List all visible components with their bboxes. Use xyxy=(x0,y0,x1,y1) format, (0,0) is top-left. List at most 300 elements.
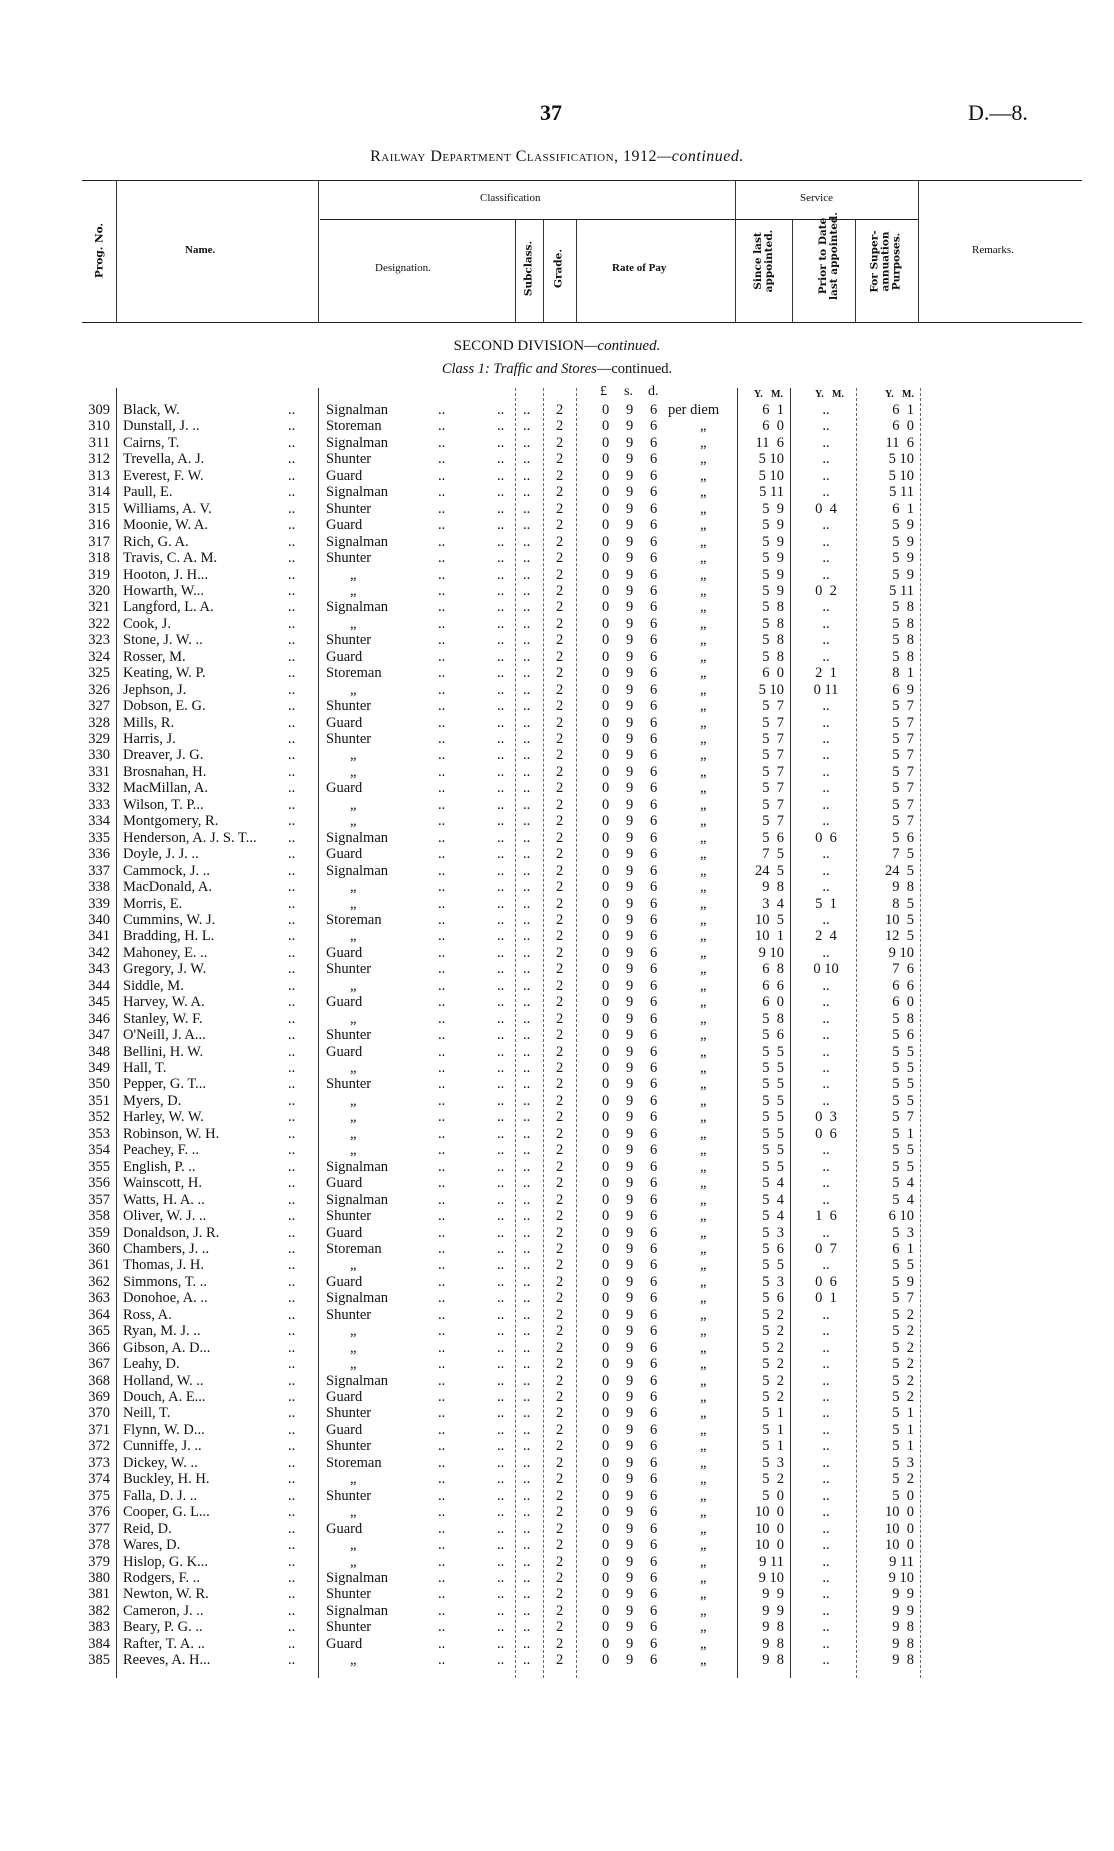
table-row xyxy=(0,961,1114,977)
rate-unit: „ xyxy=(700,714,707,731)
rate-pence: 6 xyxy=(650,1224,658,1241)
rate-unit: „ xyxy=(700,467,707,484)
leader-dots: .. xyxy=(288,418,296,435)
prog-no: 369 xyxy=(88,1389,110,1405)
leader-dots: .. xyxy=(288,895,296,912)
leader-dots: .. xyxy=(497,1027,505,1044)
designation: Shunter xyxy=(326,731,372,747)
grade: 2 xyxy=(556,467,564,484)
leader-dots: .. xyxy=(438,829,446,846)
rate-pence: 6 xyxy=(650,1569,658,1586)
leader-dots: .. xyxy=(497,1125,505,1142)
service-prior: 2 4 xyxy=(815,928,837,945)
table-row xyxy=(0,1471,1114,1487)
rate-pounds: 0 xyxy=(602,1076,610,1093)
leader-dots: .. xyxy=(288,1158,296,1175)
grade: 2 xyxy=(556,648,564,665)
rate-unit: „ xyxy=(700,550,707,567)
leader-dots: .. xyxy=(288,1487,296,1504)
rate-shillings: 9 xyxy=(626,1553,634,1570)
leader-dots: .. xyxy=(438,1060,446,1076)
rate-pence: 6 xyxy=(650,747,658,764)
table-row xyxy=(0,484,1114,500)
grade: 2 xyxy=(556,731,564,747)
leader-dots: .. xyxy=(438,1109,446,1126)
service-prior: 2 1 xyxy=(815,665,837,682)
leader-dots: .. xyxy=(438,714,446,731)
unit-years: Y. xyxy=(885,389,894,400)
leader-dots: .. xyxy=(288,1323,296,1340)
rate-pence: 6 xyxy=(650,1191,658,1208)
prog-no: 359 xyxy=(88,1224,110,1241)
prog-no: 324 xyxy=(88,648,110,665)
rate-pounds: 0 xyxy=(602,944,610,961)
prog-no: 356 xyxy=(88,1175,110,1192)
table-row xyxy=(0,715,1114,731)
subclass-leader: .. xyxy=(523,1405,531,1422)
designation: Guard xyxy=(326,1043,363,1060)
subclass-leader: .. xyxy=(523,1438,531,1455)
header-service: Service xyxy=(800,192,833,204)
service-since-last: 5 8 xyxy=(762,648,784,665)
leader-dots: .. xyxy=(438,763,446,780)
rate-unit: „ xyxy=(700,1010,707,1027)
service-superannuation: 5 6 xyxy=(892,829,914,846)
leader-dots: .. xyxy=(497,1076,505,1093)
employee-name: Watts, H. A. .. xyxy=(123,1191,205,1208)
service-since-last: 5 7 xyxy=(762,813,784,830)
service-since-last: 5 7 xyxy=(762,763,784,780)
prog-no: 352 xyxy=(88,1109,110,1126)
rate-pence: 6 xyxy=(650,1504,658,1521)
service-prior: .. xyxy=(822,566,830,583)
subclass-leader: .. xyxy=(523,517,531,534)
rate-shillings: 9 xyxy=(626,1652,634,1669)
leader-dots: .. xyxy=(438,1471,446,1488)
leader-dots: .. xyxy=(438,566,446,583)
service-superannuation: 5 2 xyxy=(892,1306,914,1323)
service-since-last: 5 5 xyxy=(762,1076,784,1093)
service-since-last: 9 11 xyxy=(759,1553,784,1570)
leader-dots: .. xyxy=(497,615,505,632)
section-suffix: —continued. xyxy=(584,338,661,354)
header-subclass: Subclass. xyxy=(522,240,535,297)
prog-no: 361 xyxy=(88,1257,110,1274)
rate-pence: 6 xyxy=(650,599,658,616)
employee-name: Moonie, W. A. xyxy=(123,517,208,534)
rate-pounds: 0 xyxy=(602,1520,610,1537)
rate-pounds: 0 xyxy=(602,961,610,978)
service-prior: .. xyxy=(822,1356,830,1373)
leader-dots: .. xyxy=(438,731,446,747)
rate-pounds: 0 xyxy=(602,994,610,1011)
designation: Shunter xyxy=(326,1438,372,1455)
subclass-leader: .. xyxy=(523,977,531,994)
service-since-last: 5 2 xyxy=(762,1356,784,1373)
employee-name: Cammock, J. .. xyxy=(123,862,210,879)
designation: „ xyxy=(350,1092,357,1109)
service-superannuation: 5 5 xyxy=(892,1060,914,1076)
table-row xyxy=(0,1488,1114,1504)
rate-shillings: 9 xyxy=(626,829,634,846)
employee-name: Doyle, J. J. .. xyxy=(123,846,199,863)
rate-shillings: 9 xyxy=(626,1323,634,1340)
rate-unit: „ xyxy=(700,961,707,978)
leader-dots: .. xyxy=(438,1619,446,1636)
rate-shillings: 9 xyxy=(626,1224,634,1241)
service-since-last: 5 0 xyxy=(762,1487,784,1504)
rate-shillings: 9 xyxy=(626,1043,634,1060)
designation: „ xyxy=(350,1652,357,1669)
divider xyxy=(543,219,544,322)
rate-unit: „ xyxy=(700,1652,707,1669)
designation: Guard xyxy=(326,994,363,1011)
rate-pence: 6 xyxy=(650,451,658,468)
leader-dots: .. xyxy=(438,1208,446,1225)
leader-dots: .. xyxy=(497,1339,505,1356)
rate-pence: 6 xyxy=(650,1652,658,1669)
service-superannuation: 9 8 xyxy=(892,1652,914,1669)
leader-dots: .. xyxy=(438,1076,446,1093)
service-since-last: 10 0 xyxy=(755,1520,784,1537)
leader-dots: .. xyxy=(288,1471,296,1488)
subclass-leader: .. xyxy=(523,1027,531,1044)
service-prior: .. xyxy=(822,944,830,961)
rate-unit: „ xyxy=(700,615,707,632)
table-row xyxy=(0,780,1114,796)
leader-dots: .. xyxy=(288,550,296,567)
leader-dots: .. xyxy=(288,977,296,994)
leader-dots: .. xyxy=(497,1175,505,1192)
service-since-last: 3 4 xyxy=(762,895,784,912)
table-row xyxy=(0,1257,1114,1273)
subclass-leader: .. xyxy=(523,1191,531,1208)
rate-unit: „ xyxy=(700,681,707,698)
rate-pounds: 0 xyxy=(602,1257,610,1274)
employee-name: Reid, D. xyxy=(123,1520,172,1537)
table-row xyxy=(0,797,1114,813)
employee-name: English, P. .. xyxy=(123,1158,196,1175)
employee-name: Robinson, W. H. xyxy=(123,1125,220,1142)
table-row xyxy=(0,978,1114,994)
rate-pence: 6 xyxy=(650,1405,658,1422)
divider xyxy=(515,219,516,322)
subclass-leader: .. xyxy=(523,1619,531,1636)
rate-unit: „ xyxy=(700,1175,707,1192)
leader-dots: .. xyxy=(497,1471,505,1488)
grade: 2 xyxy=(556,1652,564,1669)
leader-dots: .. xyxy=(438,961,446,978)
rate-pence: 6 xyxy=(650,434,658,451)
grade: 2 xyxy=(556,1438,564,1455)
leader-dots: .. xyxy=(438,1569,446,1586)
employee-name: Myers, D. xyxy=(123,1092,182,1109)
rate-shillings: 9 xyxy=(626,1175,634,1192)
service-since-last: 10 0 xyxy=(755,1504,784,1521)
employee-name: Flynn, W. D... xyxy=(123,1421,205,1438)
service-since-last: 5 9 xyxy=(762,550,784,567)
rate-pounds: 0 xyxy=(602,615,610,632)
leader-dots: .. xyxy=(438,1356,446,1373)
rate-pounds: 0 xyxy=(602,632,610,649)
service-since-last: 9 10 xyxy=(758,944,784,961)
rate-pence: 6 xyxy=(650,648,658,665)
rate-unit: „ xyxy=(700,1471,707,1488)
leader-dots: .. xyxy=(288,517,296,534)
leader-dots: .. xyxy=(438,1454,446,1471)
service-since-last: 5 8 xyxy=(762,615,784,632)
leader-dots: .. xyxy=(497,1454,505,1471)
leader-dots: .. xyxy=(497,632,505,649)
designation: Signalman xyxy=(326,1372,389,1389)
rate-pence: 6 xyxy=(650,879,658,896)
leader-dots: .. xyxy=(497,1389,505,1405)
designation: Guard xyxy=(326,1520,363,1537)
designation: „ xyxy=(350,681,357,698)
rate-shillings: 9 xyxy=(626,1405,634,1422)
service-superannuation: 5 3 xyxy=(892,1224,914,1241)
leader-dots: .. xyxy=(288,1438,296,1455)
rate-pounds: 0 xyxy=(602,517,610,534)
service-since-last: 5 6 xyxy=(762,1027,784,1044)
prog-no: 358 xyxy=(88,1208,110,1225)
service-since-last: 10 1 xyxy=(755,928,784,945)
subclass-leader: .. xyxy=(523,681,531,698)
leader-dots: .. xyxy=(438,1306,446,1323)
service-prior: .. xyxy=(822,747,830,764)
service-since-last: 5 2 xyxy=(762,1471,784,1488)
rate-pounds: 0 xyxy=(602,1652,610,1669)
grade: 2 xyxy=(556,1421,564,1438)
rate-pounds: 0 xyxy=(602,1109,610,1126)
grade: 2 xyxy=(556,1520,564,1537)
grade: 2 xyxy=(556,1323,564,1340)
grade: 2 xyxy=(556,1504,564,1521)
table-row xyxy=(0,682,1114,698)
subclass-leader: .. xyxy=(523,763,531,780)
employee-name: Wilson, T. P... xyxy=(123,796,204,813)
service-since-last: 6 1 xyxy=(762,402,784,418)
designation: Guard xyxy=(326,944,363,961)
service-superannuation: 5 2 xyxy=(892,1339,914,1356)
service-since-last: 5 8 xyxy=(762,1010,784,1027)
service-prior: .. xyxy=(822,418,830,435)
leader-dots: .. xyxy=(288,944,296,961)
leader-dots: .. xyxy=(288,1553,296,1570)
grade: 2 xyxy=(556,1454,564,1471)
employee-name: MacMillan, A. xyxy=(123,780,208,797)
table-row xyxy=(0,632,1114,648)
rate-pounds: 0 xyxy=(602,829,610,846)
leader-dots: .. xyxy=(497,1158,505,1175)
leader-dots: .. xyxy=(438,1421,446,1438)
table-row xyxy=(0,1340,1114,1356)
service-since-last: 9 9 xyxy=(762,1602,784,1619)
leader-dots: .. xyxy=(438,1504,446,1521)
subclass-leader: .. xyxy=(523,961,531,978)
rate-shillings: 9 xyxy=(626,862,634,879)
leader-dots: .. xyxy=(497,862,505,879)
rate-pounds: 0 xyxy=(602,747,610,764)
rate-unit: „ xyxy=(700,1306,707,1323)
rate-pence: 6 xyxy=(650,994,658,1011)
prog-no: 328 xyxy=(88,714,110,731)
employee-name: Neill, T. xyxy=(123,1405,171,1422)
subclass-leader: .. xyxy=(523,1257,531,1274)
prog-no: 347 xyxy=(88,1027,110,1044)
grade: 2 xyxy=(556,1471,564,1488)
service-since-last: 5 4 xyxy=(762,1208,784,1225)
designation: „ xyxy=(350,813,357,830)
prog-no: 380 xyxy=(88,1569,110,1586)
rate-unit: „ xyxy=(700,813,707,830)
leader-dots: .. xyxy=(288,1389,296,1405)
leader-dots: .. xyxy=(497,1405,505,1422)
service-prior: .. xyxy=(822,1504,830,1521)
prog-no: 381 xyxy=(88,1586,110,1603)
subclass-leader: .. xyxy=(523,1652,531,1669)
divider xyxy=(576,219,577,322)
leader-dots: .. xyxy=(497,550,505,567)
prog-no: 315 xyxy=(88,500,110,517)
grade: 2 xyxy=(556,1569,564,1586)
rate-pence: 6 xyxy=(650,928,658,945)
divider xyxy=(735,180,736,322)
employee-name: Black, W. xyxy=(123,402,180,418)
prog-no: 338 xyxy=(88,879,110,896)
grade: 2 xyxy=(556,911,564,928)
prog-no: 382 xyxy=(88,1602,110,1619)
service-prior: .. xyxy=(822,1389,830,1405)
rate-pounds: 0 xyxy=(602,566,610,583)
service-since-last: 7 5 xyxy=(762,846,784,863)
table-row xyxy=(0,747,1114,763)
leader-dots: .. xyxy=(288,1224,296,1241)
rate-pence: 6 xyxy=(650,911,658,928)
service-since-last: 5 7 xyxy=(762,780,784,797)
prog-no: 348 xyxy=(88,1043,110,1060)
prog-no: 333 xyxy=(88,796,110,813)
leader-dots: .. xyxy=(497,846,505,863)
rate-shillings: 9 xyxy=(626,1306,634,1323)
rate-pence: 6 xyxy=(650,1635,658,1652)
rate-pence: 6 xyxy=(650,895,658,912)
rate-pounds: 0 xyxy=(602,1323,610,1340)
prog-no: 311 xyxy=(88,434,110,451)
service-prior: .. xyxy=(822,484,830,501)
leader-dots: .. xyxy=(438,533,446,550)
subclass-leader: .. xyxy=(523,944,531,961)
service-superannuation: 9 8 xyxy=(892,879,914,896)
grade: 2 xyxy=(556,402,564,418)
service-prior: 0 4 xyxy=(815,500,837,517)
table-row xyxy=(0,1225,1114,1241)
service-superannuation: 9 9 xyxy=(892,1602,914,1619)
service-prior: .. xyxy=(822,1405,830,1422)
designation: Shunter xyxy=(326,500,372,517)
rate-pence: 6 xyxy=(650,1356,658,1373)
table-row xyxy=(0,517,1114,533)
service-superannuation: 5 4 xyxy=(892,1175,914,1192)
rate-unit: „ xyxy=(700,533,707,550)
header-prior-to-date: Prior to Date last appointed. xyxy=(817,212,840,300)
table-row xyxy=(0,435,1114,451)
prog-no: 363 xyxy=(88,1290,110,1307)
service-superannuation: 5 1 xyxy=(892,1421,914,1438)
rate-shillings: 9 xyxy=(626,1389,634,1405)
prog-no: 312 xyxy=(88,451,110,468)
subclass-leader: .. xyxy=(523,467,531,484)
service-superannuation: 5 7 xyxy=(892,780,914,797)
designation: Guard xyxy=(326,1175,363,1192)
service-superannuation: 5 7 xyxy=(892,714,914,731)
rate-pounds: 0 xyxy=(602,1553,610,1570)
prog-no: 373 xyxy=(88,1454,110,1471)
grade: 2 xyxy=(556,1405,564,1422)
rate-shillings: 9 xyxy=(626,1438,634,1455)
employee-name: Chambers, J. .. xyxy=(123,1240,210,1257)
subclass-leader: .. xyxy=(523,550,531,567)
subclass-leader: .. xyxy=(523,796,531,813)
service-superannuation: 5 7 xyxy=(892,698,914,715)
rate-unit: „ xyxy=(700,1257,707,1274)
prog-no: 320 xyxy=(88,582,110,599)
prog-no: 377 xyxy=(88,1520,110,1537)
employee-name: Harvey, W. A. xyxy=(123,994,205,1011)
leader-dots: .. xyxy=(497,402,505,418)
designation: Shunter xyxy=(326,1306,372,1323)
service-since-last: 5 5 xyxy=(762,1043,784,1060)
rate-unit: „ xyxy=(700,1240,707,1257)
prog-no: 346 xyxy=(88,1010,110,1027)
rate-shillings: 9 xyxy=(626,1191,634,1208)
rate-pounds: 0 xyxy=(602,402,610,418)
grade: 2 xyxy=(556,1619,564,1636)
rate-pence: 6 xyxy=(650,1125,658,1142)
rate-pence: 6 xyxy=(650,1421,658,1438)
service-since-last: 9 10 xyxy=(758,1569,784,1586)
service-prior: .. xyxy=(822,813,830,830)
divider xyxy=(918,180,919,322)
rate-unit: „ xyxy=(700,434,707,451)
rate-shillings: 9 xyxy=(626,681,634,698)
rate-pence: 6 xyxy=(650,1060,658,1076)
designation: Guard xyxy=(326,467,363,484)
leader-dots: .. xyxy=(288,928,296,945)
rate-shillings: 9 xyxy=(626,747,634,764)
leader-dots: .. xyxy=(438,879,446,896)
subclass-leader: .. xyxy=(523,1158,531,1175)
rate-shillings: 9 xyxy=(626,1569,634,1586)
leader-dots: .. xyxy=(497,813,505,830)
designation: „ xyxy=(350,1356,357,1373)
grade: 2 xyxy=(556,1125,564,1142)
subclass-leader: .. xyxy=(523,648,531,665)
table-row xyxy=(0,731,1114,747)
service-prior: .. xyxy=(822,862,830,879)
service-prior: .. xyxy=(822,632,830,649)
subclass-leader: .. xyxy=(523,1537,531,1554)
leader-dots: .. xyxy=(288,1405,296,1422)
service-superannuation: 9 10 xyxy=(888,944,914,961)
leader-dots: .. xyxy=(438,944,446,961)
leader-dots: .. xyxy=(497,681,505,698)
rate-shillings: 9 xyxy=(626,928,634,945)
service-prior: .. xyxy=(822,1076,830,1093)
rate-shillings: 9 xyxy=(626,780,634,797)
leader-dots: .. xyxy=(438,1586,446,1603)
rate-pounds: 0 xyxy=(602,434,610,451)
